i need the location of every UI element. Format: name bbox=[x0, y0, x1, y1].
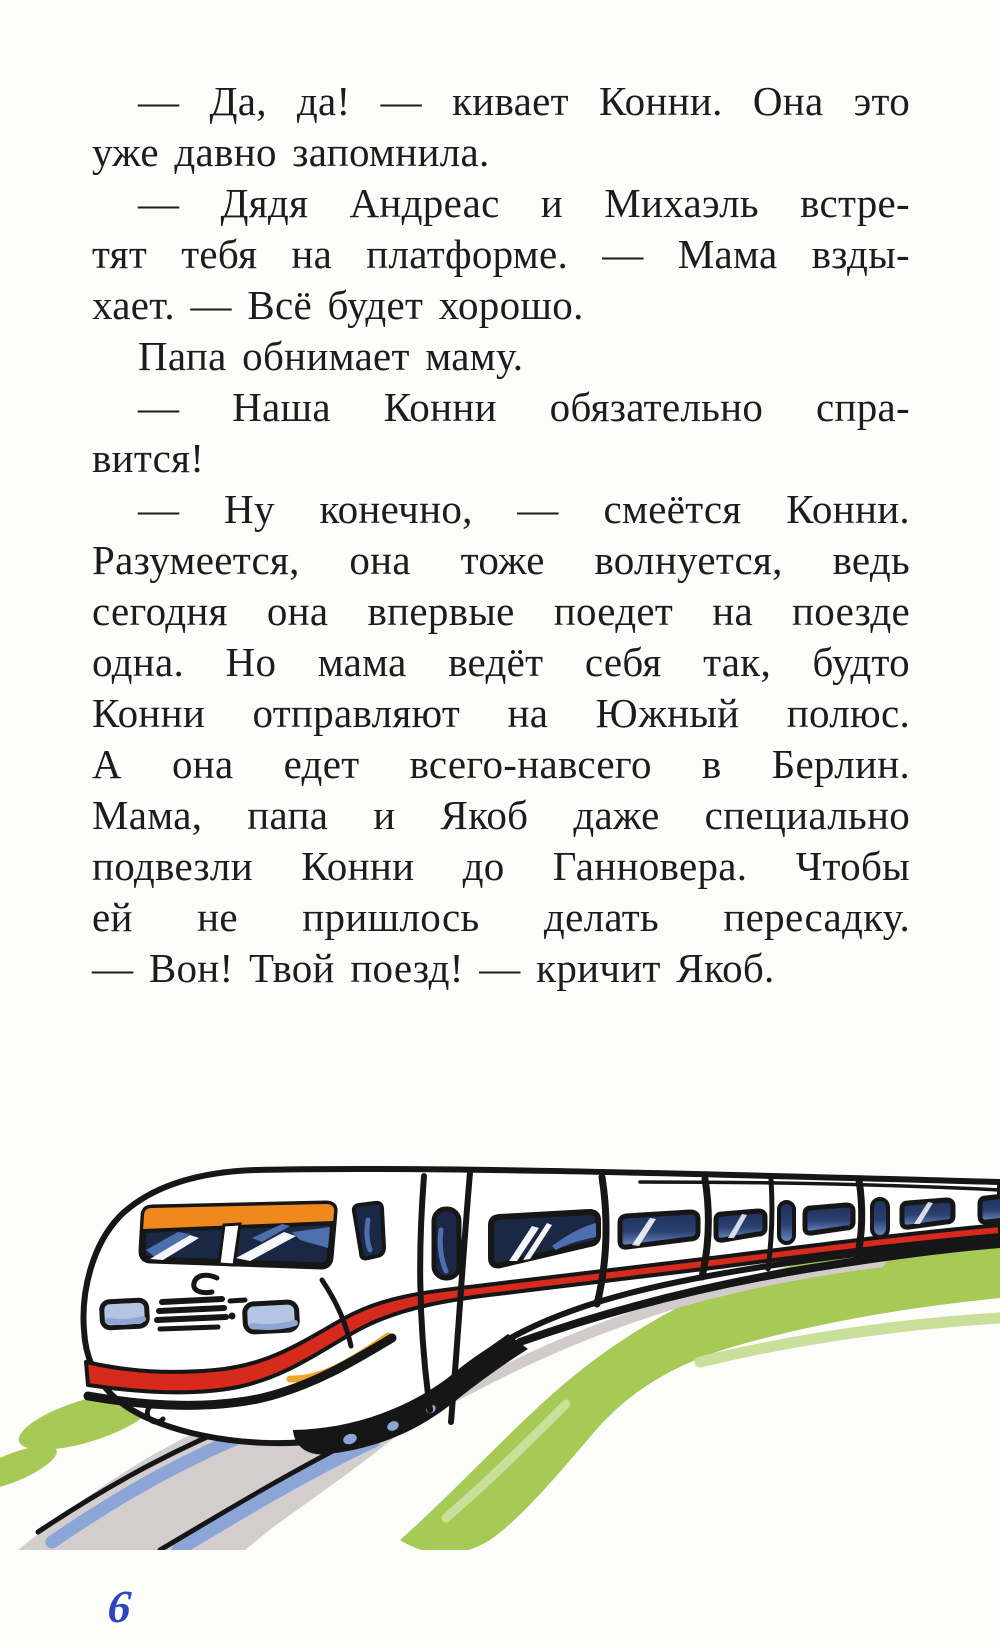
train-illustration bbox=[0, 1080, 1000, 1550]
text-line: Мама, папа и Якоб даже специально bbox=[92, 792, 910, 838]
text-line: одна. Но мама ведёт себя так, будто bbox=[92, 639, 910, 685]
text-line: хает. — Всё будет хорошо. bbox=[92, 282, 584, 328]
text-line: Разумеется, она тоже волнуется, ведь bbox=[92, 537, 910, 583]
text-line: уже давно запомнила. bbox=[92, 129, 490, 175]
text-line: подвезли Конни до Ганновера. Чтобы bbox=[92, 843, 910, 889]
text-line: ей не пришлось делать пересадку. bbox=[92, 894, 910, 940]
text-line: тят тебя на платформе. — Мама взды- bbox=[92, 231, 910, 277]
text-line: А она едет всего-навсего в Берлин. bbox=[92, 741, 910, 787]
text-line: — Да, да! — кивает Конни. Она это bbox=[138, 78, 910, 124]
text-line: вится! bbox=[92, 435, 205, 481]
text-line: — Наша Конни обязательно спра- bbox=[138, 384, 910, 430]
text-line: Папа обнимает маму. bbox=[138, 333, 524, 379]
text-block bbox=[92, 76, 910, 994]
headlight-left bbox=[101, 1300, 147, 1328]
text-line: — Дядя Андреас и Михаэль встре- bbox=[138, 180, 910, 226]
text-line: сегодня она впервые поедет на поезде bbox=[92, 588, 910, 634]
text-line: Конни отправляют на Южный полюс. bbox=[92, 690, 910, 736]
windshield bbox=[142, 1204, 334, 1266]
text-line: — Ну конечно, — смеётся Конни. bbox=[138, 486, 910, 532]
page-number: 6 bbox=[106, 1581, 133, 1632]
text-line: — Вон! Твой поезд! — кричит Якоб. bbox=[92, 945, 775, 991]
headlight-right bbox=[244, 1302, 297, 1333]
